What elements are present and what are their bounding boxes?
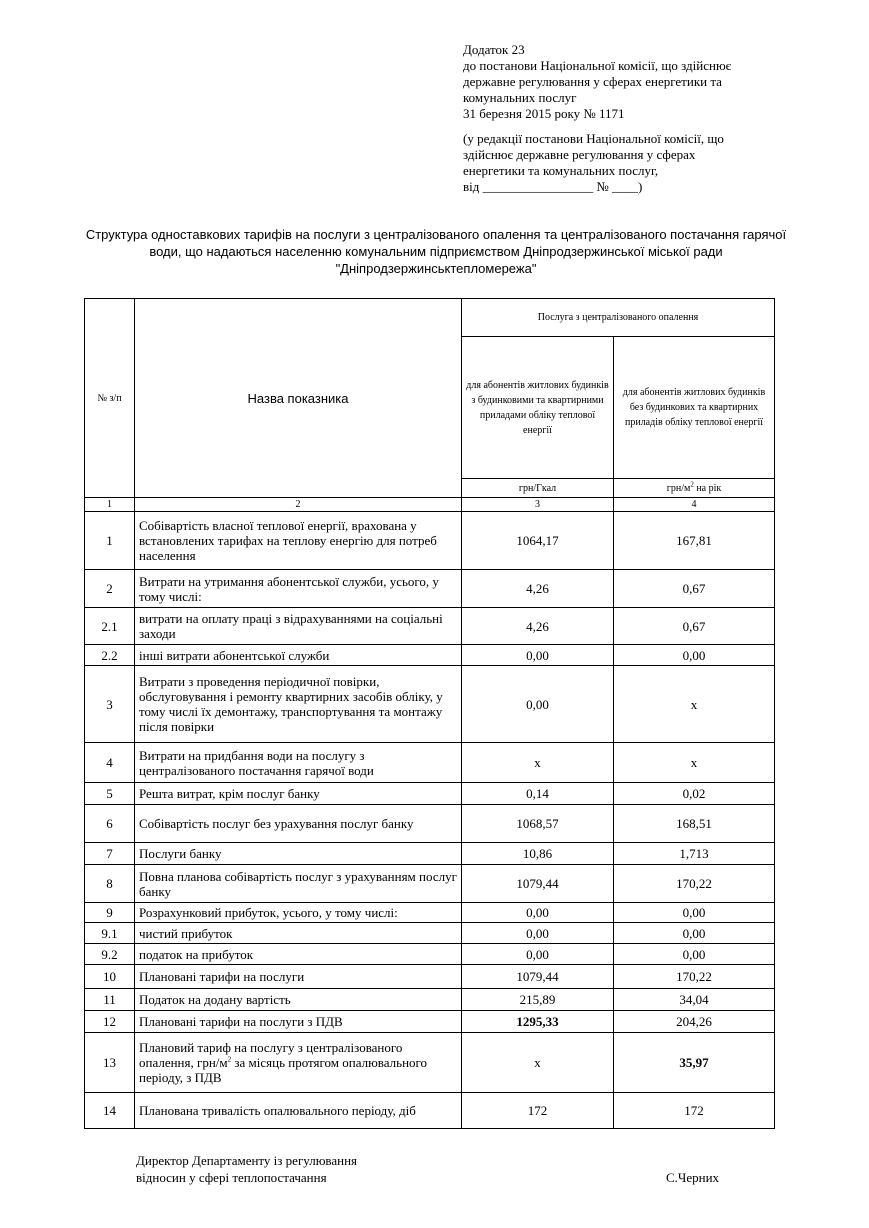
value-with-meters: 1079,44	[462, 865, 614, 903]
value-without-meters: 0,00	[614, 944, 775, 965]
value-without-meters: 0,02	[614, 783, 775, 805]
table-row	[85, 512, 775, 570]
row-number: 9.2	[85, 944, 135, 965]
table-row	[85, 805, 775, 843]
row-name: інші витрати абонентської служби	[135, 645, 462, 666]
table-row	[85, 1093, 775, 1129]
table-row	[85, 743, 775, 783]
row-name: податок на прибуток	[135, 944, 462, 965]
row-number: 6	[85, 805, 135, 843]
row-name: Плановані тарифи на послуги з ПДВ	[135, 1011, 462, 1033]
table-row	[85, 989, 775, 1011]
value-with-meters: 1064,17	[462, 512, 614, 570]
value-with-meters: 0,00	[462, 903, 614, 923]
row-number: 10	[85, 965, 135, 989]
column-number: 3	[462, 498, 614, 512]
row-name: Собівартість послуг без урахування послуг банку	[135, 805, 462, 843]
row-number: 11	[85, 989, 135, 1011]
row-name: Податок на додану вартість	[135, 989, 462, 1011]
value-without-meters: 0,67	[614, 608, 775, 645]
value-with-meters: x	[462, 743, 614, 783]
value-with-meters: 0,00	[462, 645, 614, 666]
unit-label-gcal: грн/Гкал	[462, 479, 614, 498]
signatory-name: С.Черних	[666, 1170, 720, 1185]
row-name: Розрахунковий прибуток, усього, у тому числі:	[135, 903, 462, 923]
value-without-meters: 204,26	[614, 1011, 775, 1033]
table-row	[85, 903, 775, 923]
row-number: 3	[85, 666, 135, 743]
row-number: 2.2	[85, 645, 135, 666]
value-without-meters: x	[614, 743, 775, 783]
value-without-meters: 0,00	[614, 645, 775, 666]
edition-note-line: (у редакції постанови Національної комісії, що	[463, 131, 724, 146]
value-without-meters: 170,22	[614, 865, 775, 903]
row-name: Послуги банку	[135, 843, 462, 865]
signatory-position	[136, 1152, 357, 1186]
value-with-meters: 172	[462, 1093, 614, 1129]
value-without-meters: 1,713	[614, 843, 775, 865]
row-name: Решта витрат, крім послуг банку	[135, 783, 462, 805]
appendix-line: державне регулювання у сферах енергетики та	[463, 74, 722, 89]
appendix-line: 31 березня 2015 року № 1171	[463, 106, 625, 121]
column-header-number: № з/п	[85, 299, 135, 498]
edition-note-line: від _________________ № ____)	[463, 179, 643, 194]
column-number: 4	[614, 498, 775, 512]
tariff-table	[84, 298, 775, 1129]
table-row	[85, 865, 775, 903]
table-row	[85, 843, 775, 865]
row-number: 14	[85, 1093, 135, 1129]
row-name: Витрати на придбання води на послугу з централізованого постачання гарячої води	[135, 743, 462, 783]
row-name: Собівартість власної теплової енергії, врахована у встановлених тарифах на теплову енергію для потреб населення	[135, 512, 462, 570]
appendix-block	[463, 42, 793, 195]
value-without-meters: 35,97	[614, 1033, 775, 1093]
row-number: 1	[85, 512, 135, 570]
table-row	[85, 608, 775, 645]
appendix-line: комунальних послуг	[463, 90, 577, 105]
value-with-meters: 4,26	[462, 570, 614, 608]
table-row	[85, 944, 775, 965]
row-name: Планована тривалість опалювального періоду, діб	[135, 1093, 462, 1129]
value-without-meters: 167,81	[614, 512, 775, 570]
value-with-meters: 10,86	[462, 843, 614, 865]
column-numbers-row	[85, 498, 775, 512]
value-with-meters: x	[462, 1033, 614, 1093]
value-without-meters: 0,00	[614, 903, 775, 923]
value-with-meters: 215,89	[462, 989, 614, 1011]
value-without-meters: 170,22	[614, 965, 775, 989]
signatory-line: Директор Департаменту із регулювання	[136, 1153, 358, 1168]
column-header-without-meters: для абонентів житлових будинків без будинкових та квартирних приладів обліку теплової енергії	[614, 337, 775, 479]
table-row	[85, 666, 775, 743]
row-name: Плановані тарифи на послуги	[135, 965, 462, 989]
value-with-meters: 0,00	[462, 666, 614, 743]
document-title	[80, 226, 792, 277]
value-without-meters: 168,51	[614, 805, 775, 843]
table-row	[85, 645, 775, 666]
row-name: чистий прибуток	[135, 923, 462, 944]
table-row	[85, 570, 775, 608]
row-name: Витрати на утримання абонентської служби, усього, у тому числі:	[135, 570, 462, 608]
title-line: води, що надаються населенню комунальним підприємством Дніпродзержинської міської ради	[149, 244, 723, 259]
row-name: витрати на оплату праці з відрахуваннями на соціальні заходи	[135, 608, 462, 645]
row-number: 2.1	[85, 608, 135, 645]
value-with-meters: 0,00	[462, 923, 614, 944]
row-number: 12	[85, 1011, 135, 1033]
table-row	[85, 1033, 775, 1093]
row-number: 8	[85, 865, 135, 903]
row-number: 2	[85, 570, 135, 608]
column-header-name: Назва показника	[135, 299, 462, 498]
title-line: Структура одноставкових тарифів на послуги з централізованого опалення та централізованого постачання гарячої	[85, 227, 787, 242]
value-with-meters: 0,14	[462, 783, 614, 805]
row-name: Повна планова собівартість послуг з урахуванням послуг банку	[135, 865, 462, 903]
row-number: 7	[85, 843, 135, 865]
appendix-line: до постанови Національної комісії, що здійснює	[463, 58, 732, 73]
value-with-meters: 1079,44	[462, 965, 614, 989]
edition-note-line: здійснює державне регулювання у сферах	[463, 147, 696, 162]
table-row	[85, 965, 775, 989]
edition-note-line: енергетики та комунальних послуг,	[463, 163, 659, 178]
row-name: Витрати з проведення періодичної повірки, обслуговування і ремонту квартирних засобів обліку, у тому числі їх демонтажу, транспортування та монтажу після повірки	[135, 666, 462, 743]
appendix-line: Додаток 23	[463, 42, 525, 57]
value-with-meters: 1295,33	[462, 1011, 614, 1033]
row-number: 4	[85, 743, 135, 783]
row-number: 9.1	[85, 923, 135, 944]
row-number: 5	[85, 783, 135, 805]
value-without-meters: 0,67	[614, 570, 775, 608]
row-number: 13	[85, 1033, 135, 1093]
column-header-with-meters: для абонентів житлових будинків з будинковими та квартирними приладами обліку теплової енергії	[462, 337, 614, 479]
value-with-meters: 4,26	[462, 608, 614, 645]
unit-label-m2: грн/$м^2$ на рік	[614, 479, 775, 498]
value-with-meters: 1068,57	[462, 805, 614, 843]
value-without-meters: 172	[614, 1093, 775, 1129]
value-without-meters: 0,00	[614, 923, 775, 944]
service-header: Послуга з централізованого опалення	[462, 299, 775, 337]
table-row	[85, 1011, 775, 1033]
table-row	[85, 783, 775, 805]
column-number: 2	[135, 498, 462, 512]
title-line: "Дніпродзержинськтепломережа"	[335, 261, 537, 276]
row-number: 9	[85, 903, 135, 923]
value-with-meters: 0,00	[462, 944, 614, 965]
value-without-meters: x	[614, 666, 775, 743]
row-name: Плановий тариф на послугу з централізованого опалення, грн/$м^2$ за місяць протягом опалювального періоду, з ПДВ	[135, 1033, 462, 1093]
value-without-meters: 34,04	[614, 989, 775, 1011]
signatory-line: відносин у сфері теплопостачання	[136, 1170, 327, 1185]
table-row	[85, 923, 775, 944]
column-number: 1	[85, 498, 135, 512]
